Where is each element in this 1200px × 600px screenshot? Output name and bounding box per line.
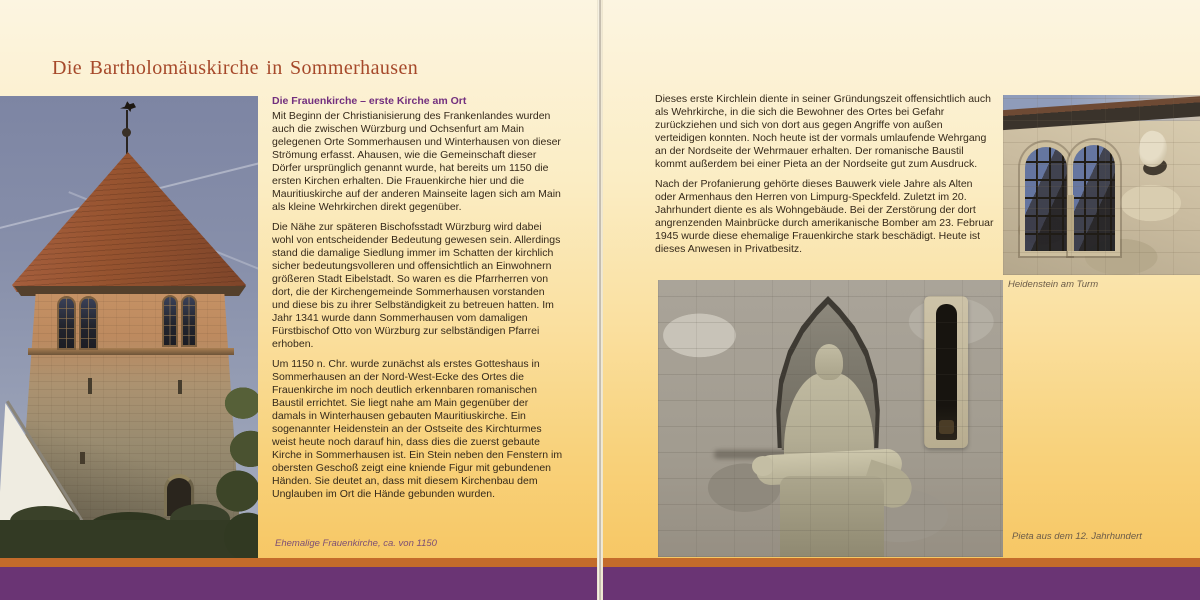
church-tower-photo	[0, 96, 258, 558]
tree-foliage	[208, 382, 258, 558]
photo-caption-frauenkirche: Ehemalige Frauenkirche, ca. von 1150	[275, 538, 437, 549]
paragraph: Dieses erste Kirchlein diente in seiner Gründungszeit offensichtlich auch als Wehrkirche, in die sich die Bewohner des Ortes bei Gefahr zurückziehen und sich von dort aus gegen Angriffe von außen verteidigen konnten. Noch heute ist der vormals umlaufende Wehrgang an der Nordseite der Wehrmauer erhalten. Der romanische Baustil kommt außerdem bei einer Pieta an der Nordseite gut zum Ausdruck.	[655, 93, 991, 170]
paragraph: Mit Beginn der Christianisierung des Frankenlandes wurden auch die zwischen Würzburg und Ochsenfurt am Main gelegenen Orte Sommerhausen und Winterhausen von dieser Strömung erfasst. Ahausen, wie die Gemeinschaft dieser Dörfer ursprünglich genannt wurde, hat bereits um 1150 die ersten Kirchen erhalten. Die Frauenkirche hier und die Mauritiuskirche auf der anderen Mainseite lagen sich am Main als kleine Wehrkirchen direkt gegenüber.	[272, 110, 561, 213]
page-title: Die Bartholomäuskirche in Sommerhausen	[52, 57, 419, 79]
page-seam	[597, 0, 603, 600]
heidenstein-photo	[1003, 95, 1200, 275]
belfry-window	[162, 295, 178, 347]
belfry-window	[79, 296, 98, 350]
slit-window	[178, 380, 182, 394]
slit-window	[80, 452, 85, 464]
slit-window	[88, 378, 92, 394]
paragraph: Die Nähe zur späteren Bischofsstadt Würzburg wird dabei wohl von entscheidender Bedeutung gewesen sein. Allerdings stand die damalige Siedlung immer im Schatten der kirchlich sicher bedeutungsvolleren und offensichtlich an Einwohnern größeren Stadt Eibelstadt. So waren es die Pfarrherren von dort, die der Kirchengemeinde Sommerhausen vorstanden und diese bis zu ihrer Selbständigkeit zu betreuen hatten. Im Jahr 1341 wurde dann Sommerhausen vom damaligen Fürstbischof Otto von Würzburg zur selbständigen Pfarrei erhoben.	[272, 221, 561, 350]
belfry-window	[181, 295, 197, 347]
section-heading: Die Frauenkirche – erste Kirche am Ort	[272, 95, 467, 107]
paragraph: Nach der Profanierung gehörte dieses Bauwerk viele Jahre als Alten oder Armenhaus den Herren von Limpurg-Speckfeld. Zuletzt im 20. Jahrhundert diente es als Wohngebäude. Bei der Zerstörung der dort angrenzenden Mainbrücke durch amerikanische Bomber am 23. Februar 1945 wurde diese ehemalige Frauenkirche stark beschädigt. Heute ist dieses Anwesen in Privatbesitz.	[655, 178, 994, 255]
right-text-column	[655, 93, 995, 263]
photo-caption-heidenstein: Heidenstein am Turm	[1008, 279, 1099, 290]
left-text-column	[272, 110, 564, 508]
belfry-window	[57, 296, 76, 350]
masonry-texture	[1003, 95, 1200, 275]
spire-finial-ball	[122, 128, 131, 137]
masonry-texture	[658, 280, 1003, 557]
paragraph: Um 1150 n. Chr. wurde zunächst als erstes Gotteshaus in Sommerhausen an der Nord-West-Ecke des Ortes die Frauenkirche im noch deutlich erkennbaren romanischen Baustil errichtet. Sie liegt nahe am Main gegenüber der damals in Winterhausen gebauten Mauritiuskirche. Ein sogenannter Heidenstein an der Ostseite des Kirchturmes weist heute noch darauf hin, dass dies die zuerst gebaute Kirche in Sommerhausen ist. Ein Stein neben den Fenstern im obersten Geschoß zeigt eine kniende Figur mit gebundenen Händen. Sie deutet an, dass mit diesem Kirchenbau dem Unglauben im Ort die Hände gebunden wurden.	[272, 358, 563, 500]
pieta-photo	[658, 280, 1003, 557]
photo-caption-pieta: Pieta aus dem 12. Jahrhundert	[1012, 531, 1142, 542]
